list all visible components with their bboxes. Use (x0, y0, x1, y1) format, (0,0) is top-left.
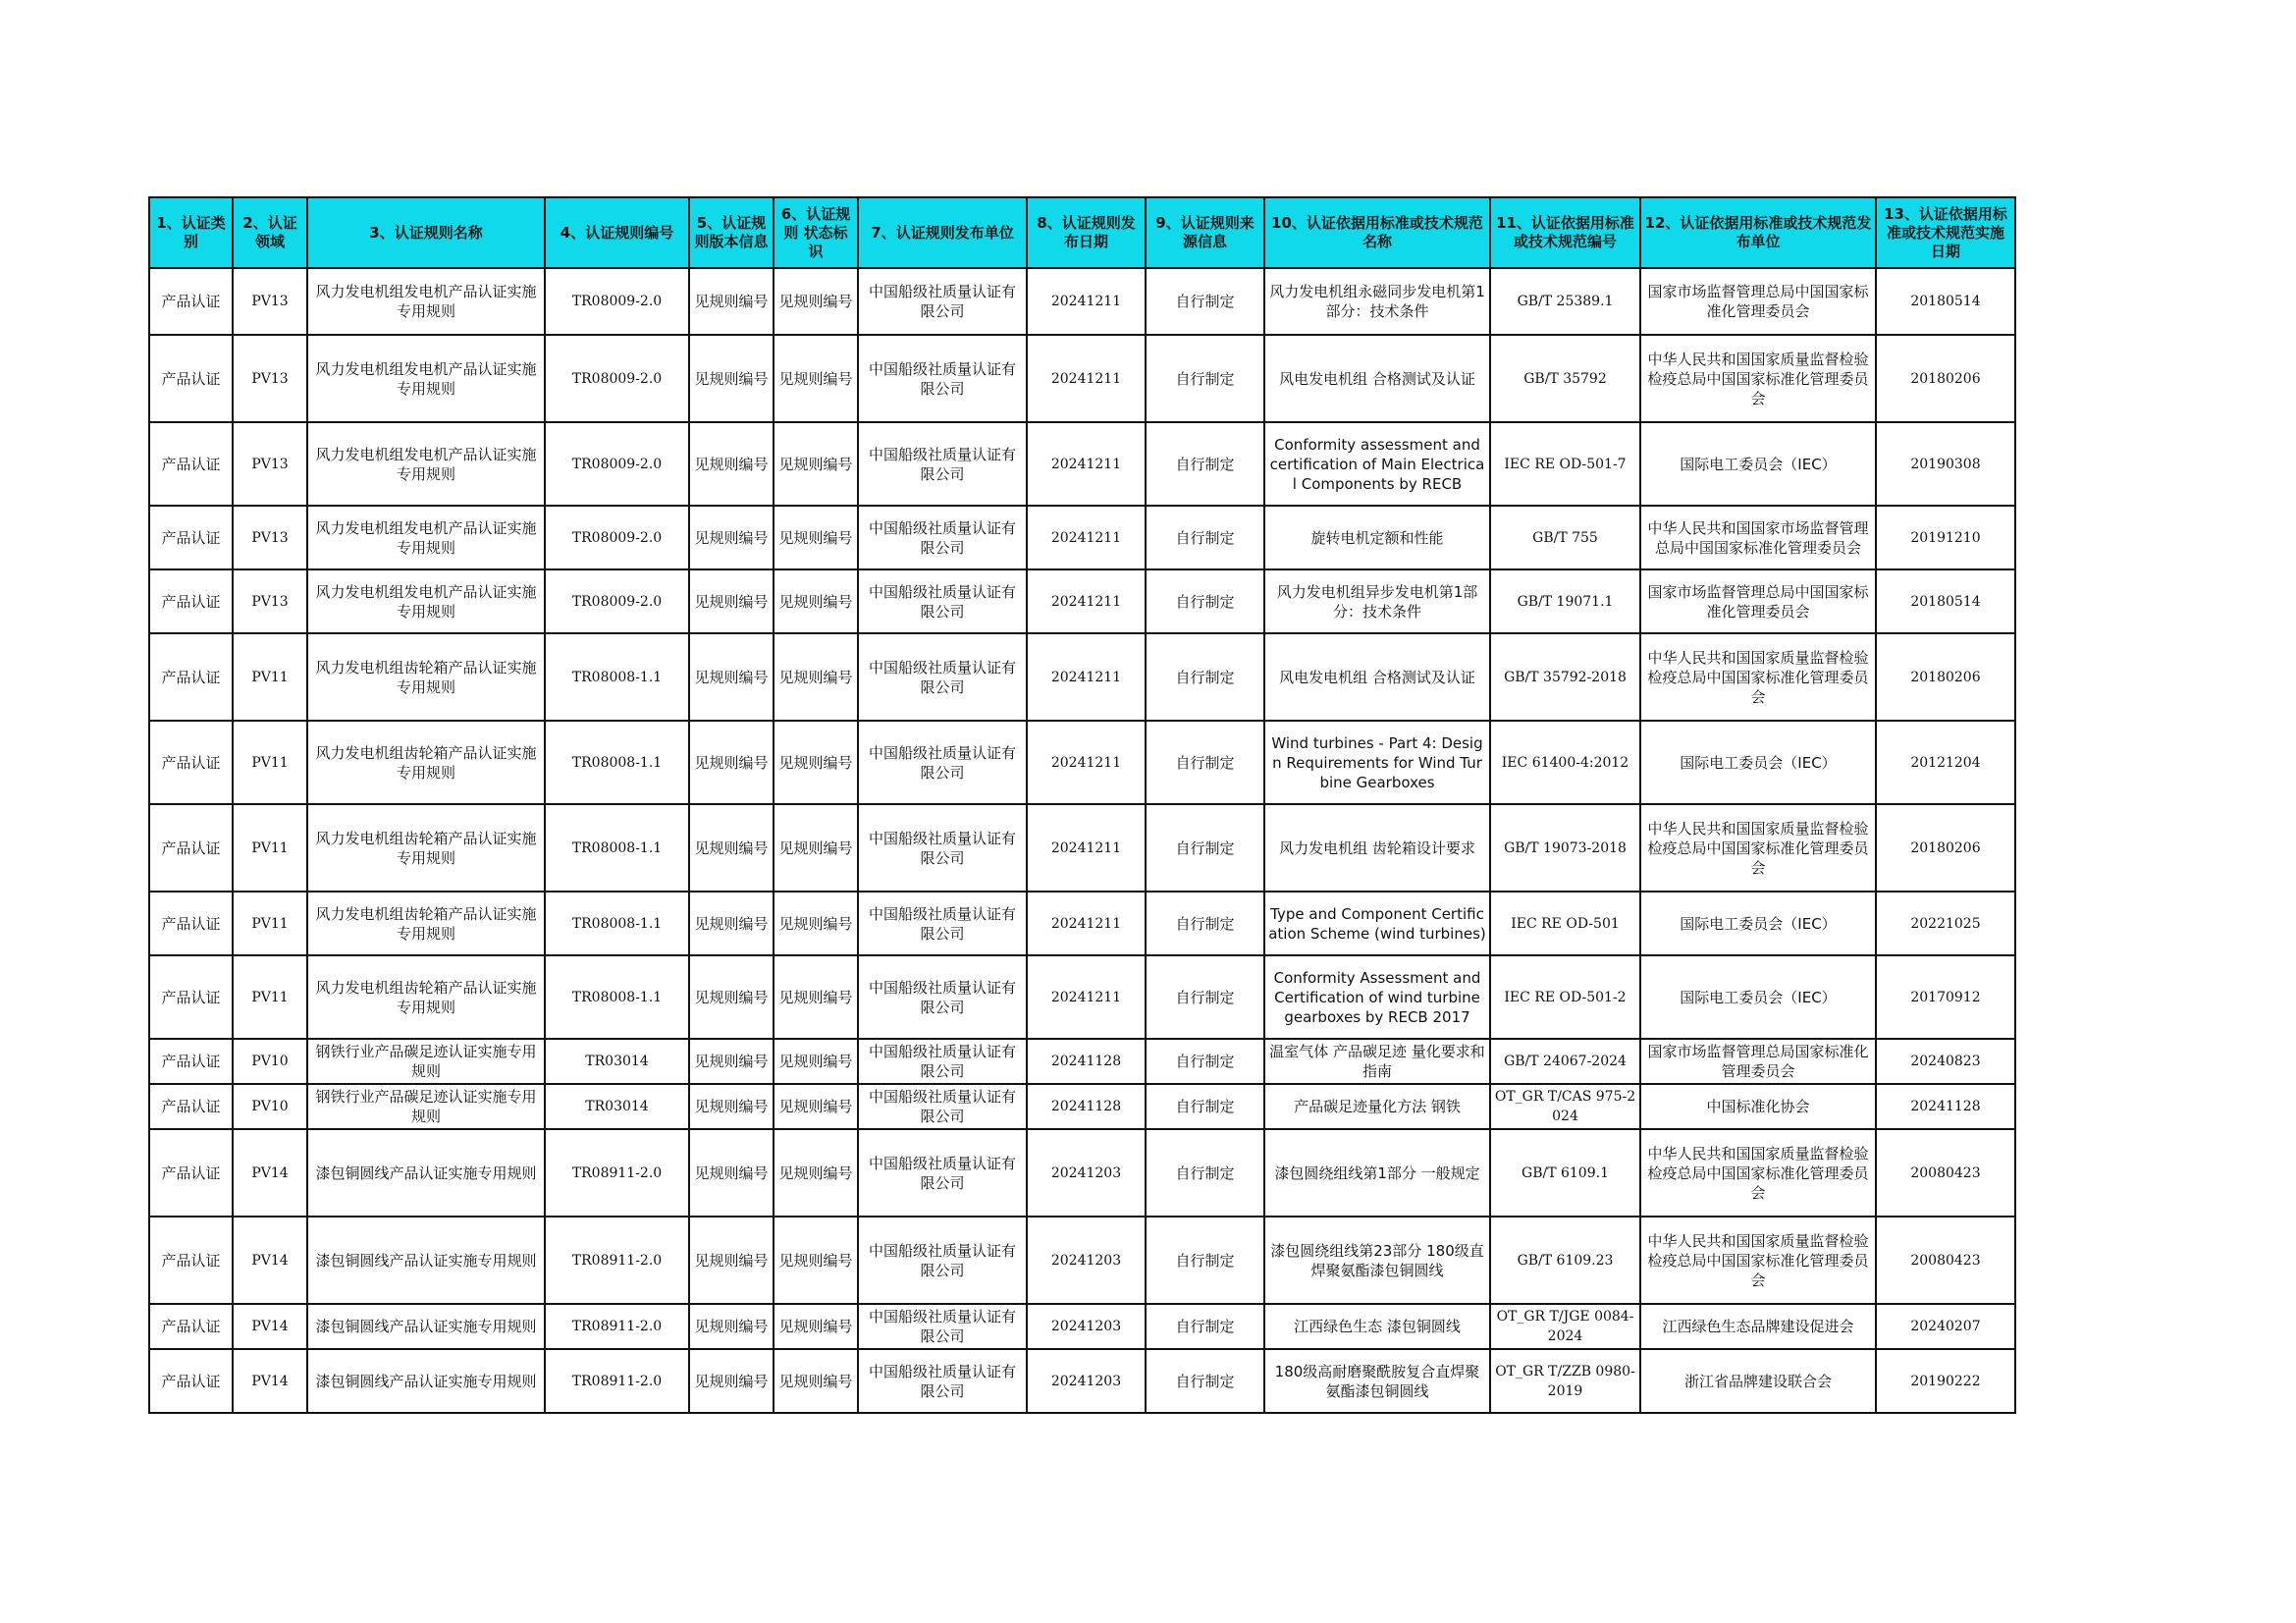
table-cell: GB/T 6109.23 (1490, 1217, 1640, 1304)
table-cell: 20241203 (1027, 1304, 1146, 1349)
table-cell: 漆包铜圆线产品认证实施专用规则 (307, 1217, 545, 1304)
table-cell: 20241211 (1027, 721, 1146, 804)
table-cell: 风力发电机组齿轮箱产品认证实施专用规则 (307, 633, 545, 721)
table-cell: 江西绿色生态 漆包铜圆线 (1264, 1304, 1490, 1349)
table-cell: 自行制定 (1146, 1304, 1264, 1349)
table-cell: 20080423 (1876, 1129, 2015, 1217)
table-cell: 20180206 (1876, 633, 2015, 721)
table-cell: 江西绿色生态品牌建设促进会 (1640, 1304, 1876, 1349)
table-cell: 20180206 (1876, 335, 2015, 422)
table-cell: 20080423 (1876, 1217, 2015, 1304)
table-cell: 见规则编号 (774, 721, 858, 804)
table-cell: 见规则编号 (689, 268, 774, 335)
table-cell: 见规则编号 (689, 892, 774, 955)
table-cell: 中国船级社质量认证有限公司 (858, 1129, 1027, 1217)
table-cell: 见规则编号 (774, 955, 858, 1039)
table-cell: 产品认证 (149, 1217, 233, 1304)
table-cell: OT_GR T/CAS 975-2024 (1490, 1084, 1640, 1129)
table-cell: Type and Component Certification Scheme (wind turbines) (1264, 892, 1490, 955)
table-cell: GB/T 755 (1490, 506, 1640, 569)
table-cell: 国家市场监督管理总局国家标准化管理委员会 (1640, 1039, 1876, 1084)
table-cell: 中国船级社质量认证有限公司 (858, 569, 1027, 633)
table-cell: 见规则编号 (689, 1304, 774, 1349)
table-cell: 180级高耐磨聚酰胺复合直焊聚氨酯漆包铜圆线 (1264, 1349, 1490, 1413)
table-row (149, 569, 2015, 633)
table-cell: 见规则编号 (774, 1039, 858, 1084)
table-cell: 中华人民共和国国家质量监督检验检疫总局中国国家标准化管理委员会 (1640, 335, 1876, 422)
table-cell: 自行制定 (1146, 506, 1264, 569)
table-cell: 自行制定 (1146, 268, 1264, 335)
table-row (149, 1129, 2015, 1217)
table-cell: 风力发电机组异步发电机第1部分：技术条件 (1264, 569, 1490, 633)
table-cell: 漆包圆绕组线第1部分 一般规定 (1264, 1129, 1490, 1217)
table-cell: 见规则编号 (689, 422, 774, 506)
header-cell: 8、认证规则发布日期 (1027, 197, 1146, 268)
table-cell: TR08009-2.0 (545, 335, 689, 422)
table-cell: IEC RE OD-501-7 (1490, 422, 1640, 506)
table-cell: 见规则编号 (689, 1129, 774, 1217)
table-cell: PV14 (233, 1217, 307, 1304)
table-cell: PV13 (233, 335, 307, 422)
table-cell: TR03014 (545, 1039, 689, 1084)
table-cell: GB/T 25389.1 (1490, 268, 1640, 335)
table-cell: 见规则编号 (689, 955, 774, 1039)
table-body (149, 268, 2015, 1413)
table-cell: 中国船级社质量认证有限公司 (858, 1039, 1027, 1084)
table-cell: 中华人民共和国国家质量监督检验检疫总局中国国家标准化管理委员会 (1640, 1217, 1876, 1304)
table-cell: TR08911-2.0 (545, 1304, 689, 1349)
table-cell: TR08008-1.1 (545, 721, 689, 804)
table-cell: 漆包铜圆线产品认证实施专用规则 (307, 1304, 545, 1349)
table-cell: 自行制定 (1146, 955, 1264, 1039)
table-cell: 中国船级社质量认证有限公司 (858, 335, 1027, 422)
table-cell: 中华人民共和国国家质量监督检验检疫总局中国国家标准化管理委员会 (1640, 804, 1876, 892)
table-cell: 20241211 (1027, 268, 1146, 335)
header-cell: 9、认证规则来源信息 (1146, 197, 1264, 268)
header-cell: 6、认证规则 状态标识 (774, 197, 858, 268)
table-cell: 中国船级社质量认证有限公司 (858, 268, 1027, 335)
table-row (149, 892, 2015, 955)
table-cell: 中国船级社质量认证有限公司 (858, 1349, 1027, 1413)
table-cell: 20240207 (1876, 1304, 2015, 1349)
table-cell: 中国船级社质量认证有限公司 (858, 1217, 1027, 1304)
table-cell: 中华人民共和国国家质量监督检验检疫总局中国国家标准化管理委员会 (1640, 1129, 1876, 1217)
table-cell: 20241211 (1027, 892, 1146, 955)
table-cell: 中国船级社质量认证有限公司 (858, 633, 1027, 721)
table-cell: 自行制定 (1146, 892, 1264, 955)
table-cell: 产品碳足迹量化方法 钢铁 (1264, 1084, 1490, 1129)
table-cell: 20180514 (1876, 268, 2015, 335)
table-cell: PV11 (233, 721, 307, 804)
table-cell: PV11 (233, 804, 307, 892)
table-cell: 产品认证 (149, 1304, 233, 1349)
table-cell: 20241211 (1027, 804, 1146, 892)
table-cell: 自行制定 (1146, 1084, 1264, 1129)
table-cell: OT_GR T/ZZB 0980-2019 (1490, 1349, 1640, 1413)
table-row (149, 721, 2015, 804)
table-cell: 见规则编号 (689, 1349, 774, 1413)
table-cell: 见规则编号 (689, 569, 774, 633)
table-cell: 自行制定 (1146, 335, 1264, 422)
table-cell: GB/T 19073-2018 (1490, 804, 1640, 892)
table-cell: 钢铁行业产品碳足迹认证实施专用规则 (307, 1084, 545, 1129)
table-cell: 20240823 (1876, 1039, 2015, 1084)
table-cell: TR08009-2.0 (545, 506, 689, 569)
table-cell: 20241128 (1027, 1039, 1146, 1084)
table-cell: 20241128 (1876, 1084, 2015, 1129)
table-cell: 见规则编号 (774, 335, 858, 422)
table-cell: 自行制定 (1146, 1129, 1264, 1217)
table-row (149, 422, 2015, 506)
table-cell: 见规则编号 (689, 633, 774, 721)
table-cell: PV13 (233, 569, 307, 633)
table-cell: 温室气体 产品碳足迹 量化要求和指南 (1264, 1039, 1490, 1084)
table-cell: 中华人民共和国国家质量监督检验检疫总局中国国家标准化管理委员会 (1640, 633, 1876, 721)
table-cell: IEC 61400-4:2012 (1490, 721, 1640, 804)
table-cell: 自行制定 (1146, 804, 1264, 892)
table-cell: 见规则编号 (774, 1304, 858, 1349)
table-cell: 20190308 (1876, 422, 2015, 506)
table-cell: PV10 (233, 1084, 307, 1129)
table-cell: PV11 (233, 892, 307, 955)
table-cell: PV11 (233, 955, 307, 1039)
table-cell: 中国船级社质量认证有限公司 (858, 506, 1027, 569)
table-cell: 见规则编号 (774, 1349, 858, 1413)
header-cell: 3、认证规则名称 (307, 197, 545, 268)
table-cell: 20170912 (1876, 955, 2015, 1039)
table-cell: 自行制定 (1146, 569, 1264, 633)
table-cell: 风力发电机组齿轮箱产品认证实施专用规则 (307, 804, 545, 892)
table-cell: 20241211 (1027, 633, 1146, 721)
table-cell: 国际电工委员会（IEC） (1640, 955, 1876, 1039)
table-cell: 风力发电机组齿轮箱产品认证实施专用规则 (307, 892, 545, 955)
table-cell: 见规则编号 (774, 1217, 858, 1304)
table-row (149, 268, 2015, 335)
table-cell: PV11 (233, 633, 307, 721)
table-cell: GB/T 19071.1 (1490, 569, 1640, 633)
table-cell: 风力发电机组永磁同步发电机第1部分：技术条件 (1264, 268, 1490, 335)
table-cell: 产品认证 (149, 892, 233, 955)
table-cell: 漆包铜圆线产品认证实施专用规则 (307, 1129, 545, 1217)
table-cell: 产品认证 (149, 569, 233, 633)
table-cell: PV14 (233, 1349, 307, 1413)
table-cell: TR08009-2.0 (545, 422, 689, 506)
table-cell: TR03014 (545, 1084, 689, 1129)
header-cell: 11、认证依据用标准或技术规范编号 (1490, 197, 1640, 268)
table-cell: 国家市场监督管理总局中国国家标准化管理委员会 (1640, 268, 1876, 335)
table-cell: 风力发电机组 齿轮箱设计要求 (1264, 804, 1490, 892)
table-cell: 中国船级社质量认证有限公司 (858, 1084, 1027, 1129)
table-cell: 见规则编号 (774, 569, 858, 633)
header-cell: 5、认证规则版本信息 (689, 197, 774, 268)
table-row (149, 1084, 2015, 1129)
table-cell: 中国船级社质量认证有限公司 (858, 804, 1027, 892)
table-cell: 见规则编号 (774, 268, 858, 335)
table-cell: 中华人民共和国国家市场监督管理总局中国国家标准化管理委员会 (1640, 506, 1876, 569)
table-cell: TR08008-1.1 (545, 892, 689, 955)
table-cell: 产品认证 (149, 633, 233, 721)
table-cell: PV14 (233, 1129, 307, 1217)
header-cell: 7、认证规则发布单位 (858, 197, 1027, 268)
table-cell: 中国船级社质量认证有限公司 (858, 422, 1027, 506)
table-cell: 20221025 (1876, 892, 2015, 955)
table-row (149, 506, 2015, 569)
table-cell: 自行制定 (1146, 1039, 1264, 1084)
table-cell: 20180514 (1876, 569, 2015, 633)
table-cell: 国际电工委员会（IEC） (1640, 892, 1876, 955)
table-row (149, 804, 2015, 892)
table-cell: 见规则编号 (774, 422, 858, 506)
header-row (149, 197, 2015, 268)
table-cell: 国际电工委员会（IEC） (1640, 721, 1876, 804)
table-row (149, 335, 2015, 422)
table-cell: 旋转电机定额和性能 (1264, 506, 1490, 569)
table-cell: 见规则编号 (774, 1129, 858, 1217)
table-cell: 风力发电机组发电机产品认证实施专用规则 (307, 569, 545, 633)
table-cell: Wind turbines - Part 4: Design Requirements for Wind Turbine Gearboxes (1264, 721, 1490, 804)
table-cell: 见规则编号 (689, 1217, 774, 1304)
table-row (149, 1039, 2015, 1084)
table-cell: TR08008-1.1 (545, 804, 689, 892)
table-cell: 20241211 (1027, 506, 1146, 569)
table-cell: Conformity Assessment and Certification of wind turbine gearboxes by RECB 2017 (1264, 955, 1490, 1039)
table-cell: 见规则编号 (689, 721, 774, 804)
table-cell: TR08911-2.0 (545, 1217, 689, 1304)
table-cell: 漆包圆绕组线第23部分 180级直焊聚氨酯漆包铜圆线 (1264, 1217, 1490, 1304)
table-cell: GB/T 35792-2018 (1490, 633, 1640, 721)
table-cell: 风力发电机组齿轮箱产品认证实施专用规则 (307, 955, 545, 1039)
table-cell: 风力发电机组发电机产品认证实施专用规则 (307, 335, 545, 422)
header-cell: 12、认证依据用标准或技术规范发布单位 (1640, 197, 1876, 268)
table-cell: GB/T 35792 (1490, 335, 1640, 422)
table-row (149, 1304, 2015, 1349)
table-row (149, 1349, 2015, 1413)
table-cell: 20241211 (1027, 335, 1146, 422)
table-cell: 中国船级社质量认证有限公司 (858, 955, 1027, 1039)
table-cell: 钢铁行业产品碳足迹认证实施专用规则 (307, 1039, 545, 1084)
table-cell: 产品认证 (149, 422, 233, 506)
table-cell: 见规则编号 (689, 506, 774, 569)
table-cell: 中国船级社质量认证有限公司 (858, 892, 1027, 955)
table-cell: 20180206 (1876, 804, 2015, 892)
table-cell: TR08008-1.1 (545, 955, 689, 1039)
table-cell: 产品认证 (149, 1039, 233, 1084)
table-cell: 产品认证 (149, 1129, 233, 1217)
table-cell: IEC RE OD-501-2 (1490, 955, 1640, 1039)
table-cell: 见规则编号 (774, 804, 858, 892)
table-cell: PV10 (233, 1039, 307, 1084)
table-cell: 风电发电机组 合格测试及认证 (1264, 335, 1490, 422)
table-cell: 自行制定 (1146, 422, 1264, 506)
table-cell: 20241203 (1027, 1217, 1146, 1304)
table-cell: 产品认证 (149, 1349, 233, 1413)
table-cell: 20241211 (1027, 955, 1146, 1039)
table-cell: 自行制定 (1146, 633, 1264, 721)
table-cell: 国家市场监督管理总局中国国家标准化管理委员会 (1640, 569, 1876, 633)
table-cell: 产品认证 (149, 506, 233, 569)
header-cell: 13、认证依据用标准或技术规范实施日期 (1876, 197, 2015, 268)
table-cell: 产品认证 (149, 721, 233, 804)
table-cell: PV13 (233, 506, 307, 569)
table-cell: 20241203 (1027, 1129, 1146, 1217)
table-cell: 风力发电机组发电机产品认证实施专用规则 (307, 506, 545, 569)
table-cell: TR08911-2.0 (545, 1129, 689, 1217)
table-cell: 漆包铜圆线产品认证实施专用规则 (307, 1349, 545, 1413)
header-cell: 2、认证领域 (233, 197, 307, 268)
table-cell: TR08008-1.1 (545, 633, 689, 721)
table-cell: 自行制定 (1146, 1349, 1264, 1413)
table-row (149, 955, 2015, 1039)
certification-rules-table (148, 196, 2016, 1414)
table-cell: 见规则编号 (689, 804, 774, 892)
table-cell: IEC RE OD-501 (1490, 892, 1640, 955)
table-cell: 见规则编号 (689, 1084, 774, 1129)
table-cell: 中国船级社质量认证有限公司 (858, 721, 1027, 804)
table-cell: 中国船级社质量认证有限公司 (858, 1304, 1027, 1349)
table-cell: 20121204 (1876, 721, 2015, 804)
table-cell: 见规则编号 (689, 1039, 774, 1084)
table-cell: 产品认证 (149, 804, 233, 892)
table-cell: TR08911-2.0 (545, 1349, 689, 1413)
table-cell: 国际电工委员会（IEC） (1640, 422, 1876, 506)
table-cell: 自行制定 (1146, 721, 1264, 804)
table-cell: 风力发电机组齿轮箱产品认证实施专用规则 (307, 721, 545, 804)
table-cell: 见规则编号 (774, 506, 858, 569)
table-cell: 风电发电机组 合格测试及认证 (1264, 633, 1490, 721)
table-cell: 风力发电机组发电机产品认证实施专用规则 (307, 422, 545, 506)
table-cell: GB/T 24067-2024 (1490, 1039, 1640, 1084)
table-cell: 见规则编号 (774, 892, 858, 955)
table-cell: 见规则编号 (689, 335, 774, 422)
table-cell: 20241128 (1027, 1084, 1146, 1129)
table-cell: 产品认证 (149, 268, 233, 335)
table-cell: TR08009-2.0 (545, 268, 689, 335)
table-cell: 20241211 (1027, 569, 1146, 633)
table-cell: TR08009-2.0 (545, 569, 689, 633)
header-cell: 10、认证依据用标准或技术规范名称 (1264, 197, 1490, 268)
table-cell: 见规则编号 (774, 1084, 858, 1129)
table-cell: 中国标准化协会 (1640, 1084, 1876, 1129)
table-cell: 20190222 (1876, 1349, 2015, 1413)
table-cell: 风力发电机组发电机产品认证实施专用规则 (307, 268, 545, 335)
table-cell: 自行制定 (1146, 1217, 1264, 1304)
header-cell: 1、认证类别 (149, 197, 233, 268)
table-cell: GB/T 6109.1 (1490, 1129, 1640, 1217)
header-cell: 4、认证规则编号 (545, 197, 689, 268)
table-cell: OT_GR T/JGE 0084-2024 (1490, 1304, 1640, 1349)
table-cell: 20191210 (1876, 506, 2015, 569)
table-cell: PV13 (233, 422, 307, 506)
table-cell: PV14 (233, 1304, 307, 1349)
table-cell: 产品认证 (149, 1084, 233, 1129)
table-cell: 20241203 (1027, 1349, 1146, 1413)
table-row (149, 633, 2015, 721)
table-cell: PV13 (233, 268, 307, 335)
table-cell: Conformity assessment and certification of Main Electrical Components by RECB (1264, 422, 1490, 506)
table-cell: 产品认证 (149, 955, 233, 1039)
table-row (149, 1217, 2015, 1304)
table-cell: 见规则编号 (774, 633, 858, 721)
table-cell: 浙江省品牌建设联合会 (1640, 1349, 1876, 1413)
table-cell: 20241211 (1027, 422, 1146, 506)
table-cell: 产品认证 (149, 335, 233, 422)
